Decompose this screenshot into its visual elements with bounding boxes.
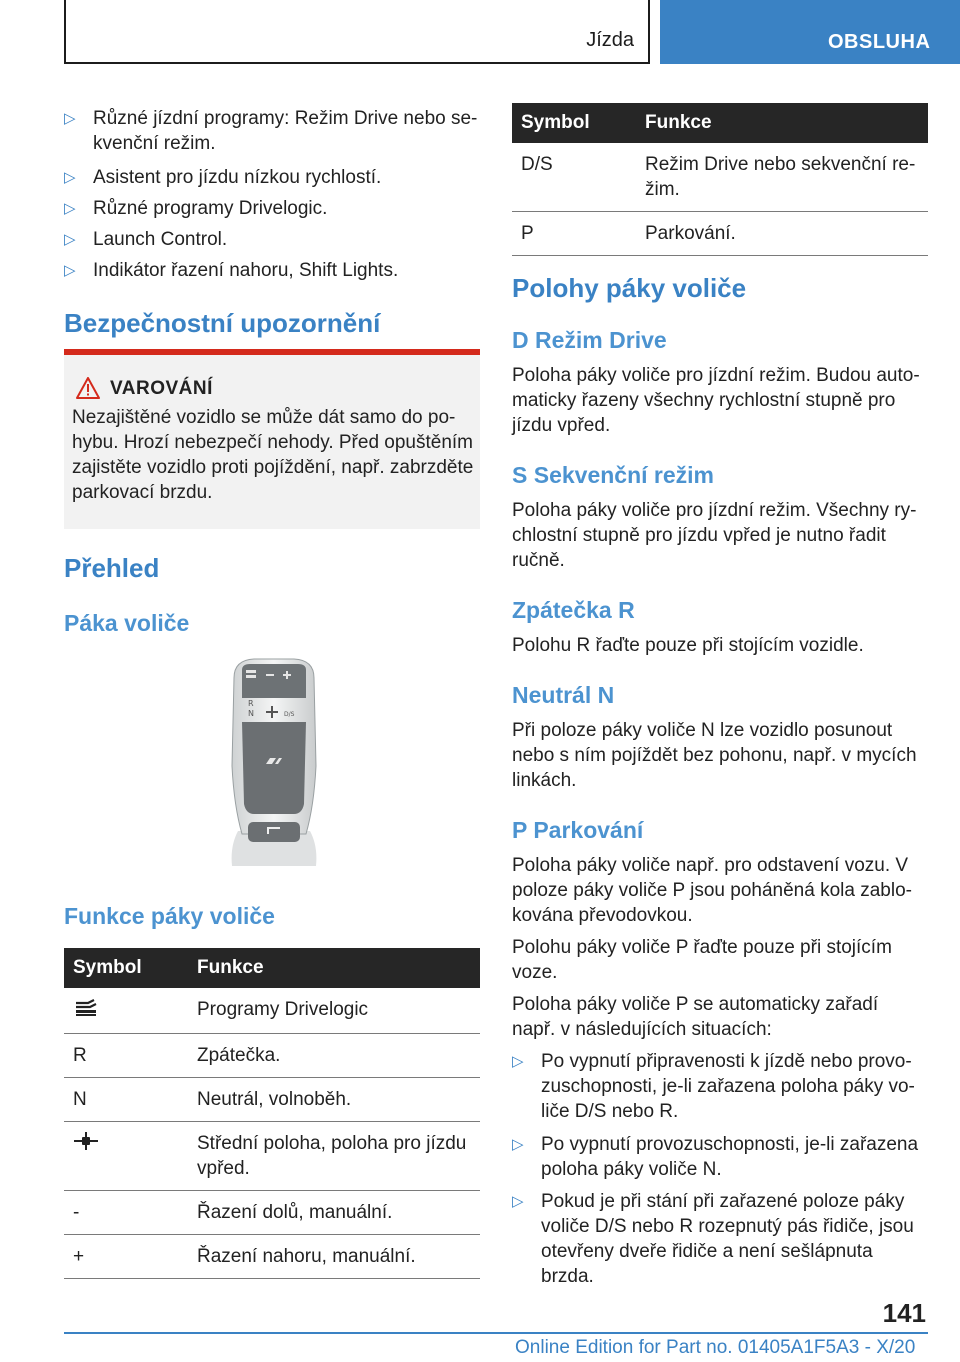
text-line: vpřed. bbox=[197, 1158, 250, 1179]
park-heading: P Parkování bbox=[512, 817, 644, 843]
bullet-triangle-icon: ▷ bbox=[512, 1053, 524, 1070]
text-line: Polohu R řaďte pouze při stojícím vozidle. bbox=[512, 635, 864, 656]
functions-table bbox=[64, 948, 480, 1279]
functions-subheading: Funkce páky voliče bbox=[64, 903, 275, 929]
text-line: Po vypnutí provozuschopnosti, je-li zařazena bbox=[541, 1134, 919, 1155]
text-line: Různé jízdní programy: Režim Drive nebo se- bbox=[93, 108, 478, 129]
bullet-triangle-icon: ▷ bbox=[64, 200, 76, 217]
reverse-heading: Zpátečka R bbox=[512, 597, 635, 623]
text-line: chlostní stupně pro jízdu vpřed je nutno řadit bbox=[512, 525, 886, 546]
header-section-label: Jízda bbox=[586, 29, 634, 51]
footer-edition: Online Edition for Part no. 01405A1F5A3 - X/20 bbox=[515, 1337, 916, 1358]
table-row bbox=[512, 143, 928, 212]
text-line: Nezajištěné vozidlo se může dát samo do po- bbox=[72, 407, 456, 428]
text-line: poloha páky voliče N. bbox=[541, 1159, 722, 1180]
function-cell bbox=[188, 1034, 480, 1078]
table-header-symbol: Symbol bbox=[64, 948, 188, 988]
warning-text bbox=[72, 405, 478, 505]
text-line: Programy Drivelogic bbox=[197, 999, 369, 1020]
symbol-cell bbox=[64, 1034, 188, 1078]
text-line: zajistěte vozidlo proti pojíždění, např. zabrzděte bbox=[72, 457, 474, 478]
text-line: Zpátečka. bbox=[197, 1045, 281, 1066]
positions-heading: Polohy páky voliče bbox=[512, 273, 747, 303]
text-line: Launch Control. bbox=[93, 229, 228, 250]
footer-rule bbox=[64, 1332, 928, 1334]
text-line: liče D/S nebo R. bbox=[541, 1101, 679, 1122]
function-cell bbox=[636, 143, 928, 212]
text-line: voliče D/S nebo R rozepnutý pás řidiče, jsou bbox=[541, 1216, 914, 1237]
bullet-triangle-icon: ▷ bbox=[64, 169, 76, 186]
table-row bbox=[64, 988, 480, 1034]
symbol-cell bbox=[512, 143, 636, 212]
symbol-cell bbox=[64, 988, 188, 1034]
text-line: Polohu páky voliče P řaďte pouze při stojícím bbox=[512, 937, 892, 958]
header-chapter-label: OBSLUHA bbox=[828, 31, 931, 53]
reverse-text bbox=[512, 633, 922, 658]
text-line: Neutrál, volnoběh. bbox=[197, 1089, 352, 1110]
symbol-cell bbox=[64, 1078, 188, 1122]
text-line: Asistent pro jízdu nízkou rychlostí. bbox=[93, 167, 382, 188]
symbol-text: - bbox=[73, 1202, 80, 1223]
bullet-triangle-icon: ▷ bbox=[512, 1136, 524, 1153]
warning-triangle-icon bbox=[76, 377, 100, 399]
symbol-text: + bbox=[73, 1246, 85, 1267]
shifter-label-r: R bbox=[248, 699, 254, 708]
park-text-2 bbox=[512, 935, 922, 985]
drivelogic-icon bbox=[73, 997, 99, 1017]
drive-mode-heading: D Režim Drive bbox=[512, 327, 667, 353]
gear-selector-illustration bbox=[224, 656, 324, 874]
text-line: Poloha páky voliče pro jízdní režim. Budou auto- bbox=[512, 365, 920, 386]
shifter-label-n: N bbox=[248, 709, 254, 718]
drive-mode-text bbox=[512, 363, 922, 438]
neutral-heading: Neutrál N bbox=[512, 682, 615, 708]
park-text-1 bbox=[512, 853, 922, 928]
text-line: Poloha páky voliče P se automaticky zařadí bbox=[512, 994, 879, 1015]
text-line: Parkování. bbox=[645, 223, 736, 244]
center-position-icon bbox=[73, 1131, 99, 1151]
neutral-text bbox=[512, 718, 922, 793]
symbol-text: D/S bbox=[521, 154, 553, 175]
symbol-cell bbox=[512, 212, 636, 256]
text-line: Pokud je při stání při zařazené poloze páky bbox=[541, 1191, 905, 1212]
overview-heading: Přehled bbox=[64, 553, 160, 583]
bullet-triangle-icon: ▷ bbox=[64, 110, 76, 127]
table-row bbox=[64, 1235, 480, 1279]
warning-title: VAROVÁNÍ bbox=[110, 378, 213, 399]
warning-box bbox=[64, 349, 480, 529]
symbol-cell bbox=[64, 1122, 188, 1191]
lever-subheading: Páka voliče bbox=[64, 610, 190, 636]
table-row bbox=[64, 1122, 480, 1191]
text-line: otevřeny dveře řidiče a není sešlápnuta brzda. bbox=[541, 1241, 873, 1287]
header-section-box bbox=[64, 0, 650, 64]
text-line: poloze páky voliče P jsou poháněná kola zablo- bbox=[512, 880, 912, 901]
table-row bbox=[64, 1034, 480, 1078]
sequential-mode-text bbox=[512, 498, 922, 573]
text-line: žim. bbox=[645, 179, 680, 200]
text-line: ručně. bbox=[512, 550, 565, 571]
text-line: parkovací brzdu. bbox=[72, 482, 213, 503]
text-line: kvenční režim. bbox=[93, 133, 216, 154]
function-cell bbox=[188, 1235, 480, 1279]
page-number: 141 bbox=[882, 1298, 926, 1328]
bullet-triangle-icon: ▷ bbox=[512, 1193, 524, 1210]
text-line: zuschopnosti, je-li zařazena poloha páky vo- bbox=[541, 1076, 915, 1097]
symbol-text: R bbox=[73, 1045, 87, 1066]
text-line: kována převodovkou. bbox=[512, 905, 693, 926]
function-cell bbox=[188, 1078, 480, 1122]
text-line: hybu. Hrozí nebezpečí nehody. Před opuštěním bbox=[72, 432, 474, 453]
table-header-function: Funkce bbox=[636, 103, 928, 143]
shifter-label-ds: D/S bbox=[284, 711, 295, 718]
function-cell bbox=[188, 1122, 480, 1191]
text-line: jízdu vpřed. bbox=[512, 415, 611, 436]
header-chapter-tab bbox=[660, 0, 960, 64]
text-line: Poloha páky voliče např. pro odstavení vozu. V bbox=[512, 855, 909, 876]
text-line: Indikátor řazení nahoru, Shift Lights. bbox=[93, 260, 399, 281]
symbol-cell bbox=[64, 1191, 188, 1235]
bullet-triangle-icon: ▷ bbox=[64, 262, 76, 279]
sequential-mode-heading: S Sekvenční režim bbox=[512, 462, 714, 488]
park-text-3 bbox=[512, 992, 922, 1042]
text-line: Různé programy Drivelogic. bbox=[93, 198, 328, 219]
function-cell bbox=[188, 1191, 480, 1235]
text-line: Střední poloha, poloha pro jízdu bbox=[197, 1133, 467, 1154]
function-cell bbox=[636, 212, 928, 256]
table-header-function: Funkce bbox=[188, 948, 480, 988]
safety-heading: Bezpečnostní upozornění bbox=[64, 308, 381, 338]
text-line: linkách. bbox=[512, 770, 577, 791]
symbol-cell bbox=[64, 1235, 188, 1279]
text-line: nebo s ním pojíždět bez pohonu, např. v mycích bbox=[512, 745, 917, 766]
table-row bbox=[512, 212, 928, 256]
text-line: Poloha páky voliče pro jízdní režim. Všechny ry- bbox=[512, 500, 917, 521]
text-line: voze. bbox=[512, 962, 558, 983]
table-row bbox=[64, 1191, 480, 1235]
text-line: např. v následujících situacích: bbox=[512, 1019, 772, 1040]
text-line: Řazení dolů, manuální. bbox=[197, 1202, 393, 1223]
table-header-symbol: Symbol bbox=[512, 103, 636, 143]
text-line: Řazení nahoru, manuální. bbox=[197, 1246, 416, 1267]
table-row bbox=[64, 1078, 480, 1122]
text-line: Při poloze páky voliče N lze vozidlo posunout bbox=[512, 720, 893, 741]
symbol-text: P bbox=[521, 223, 534, 244]
functions-table-continued bbox=[512, 103, 928, 256]
bullet-triangle-icon: ▷ bbox=[64, 231, 76, 248]
text-line: maticky řazeny všechny rychlostní stupně pro bbox=[512, 390, 896, 411]
symbol-text: N bbox=[73, 1089, 87, 1110]
function-cell bbox=[188, 988, 480, 1034]
text-line: Po vypnutí připravenosti k jízdě nebo provo- bbox=[541, 1051, 912, 1072]
text-line: Režim Drive nebo sekvenční re- bbox=[645, 154, 916, 175]
